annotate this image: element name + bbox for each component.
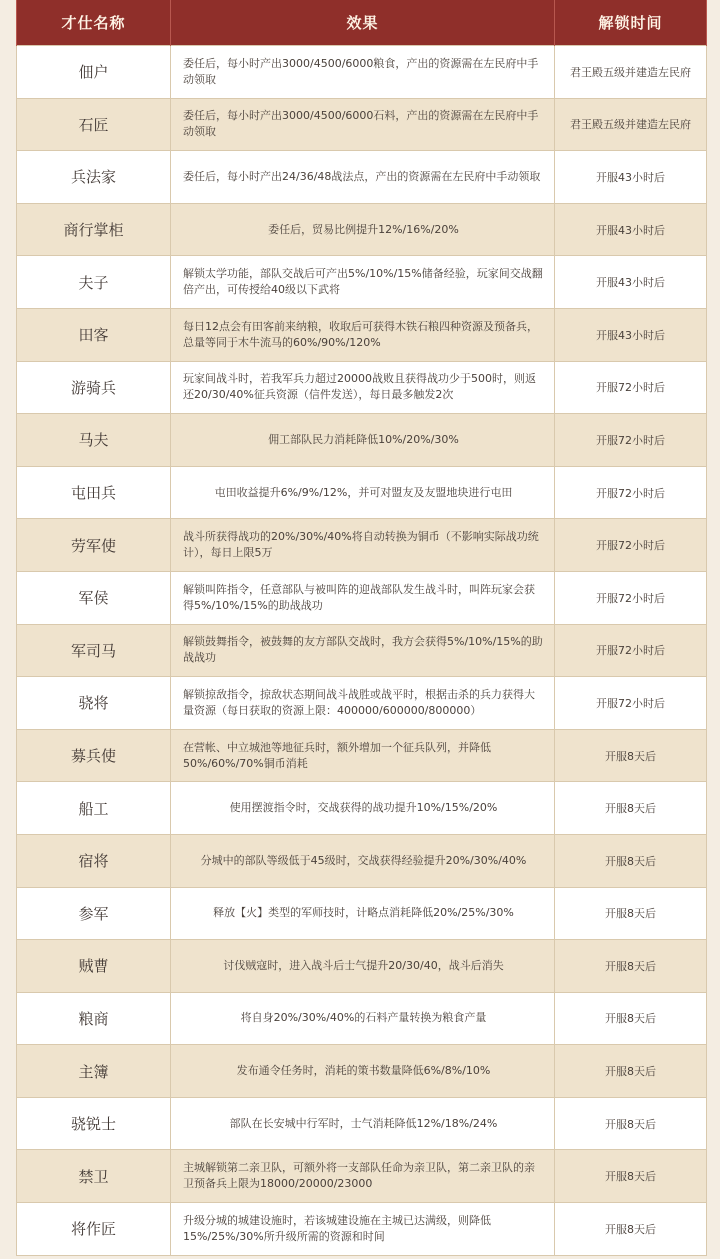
table-row (17, 782, 707, 835)
unlock-time-cell: 君王殿五级并建造左民府 (555, 98, 707, 151)
talent-name-cell: 宿将 (17, 834, 171, 887)
talent-name-cell: 贼曹 (17, 940, 171, 993)
talent-name-cell: 商行掌柜 (17, 203, 171, 256)
unlock-time-cell: 开服8天后 (555, 782, 707, 835)
table-row (17, 624, 707, 677)
unlock-time-cell: 开服72小时后 (555, 677, 707, 730)
unlock-time-cell: 开服72小时后 (555, 361, 707, 414)
effect-cell: 解锁太学功能，部队交战后可产出5%/10%/15%储备经验，玩家间交战翻倍产出，可传授给40级以下武将 (171, 256, 555, 309)
table-row (17, 571, 707, 624)
effect-cell: 释放【火】类型的军师技时，计略点消耗降低20%/25%/30% (171, 887, 555, 940)
table-row (17, 46, 707, 99)
effect-cell: 屯田收益提升6%/9%/12%，并可对盟友及友盟地块进行屯田 (171, 466, 555, 519)
talent-name-cell: 田客 (17, 308, 171, 361)
talent-name-cell: 劳军使 (17, 519, 171, 572)
table-row (17, 308, 707, 361)
table-row (17, 519, 707, 572)
table-row (17, 887, 707, 940)
unlock-time-cell: 开服8天后 (555, 1097, 707, 1150)
table-row (17, 98, 707, 151)
talent-name-cell: 骁锐士 (17, 1097, 171, 1150)
effect-cell: 每日12点会有田客前来纳粮，收取后可获得木铁石粮四种资源及预备兵，总量等同于木牛流马的60%/90%/120% (171, 308, 555, 361)
talent-name-cell: 船工 (17, 782, 171, 835)
effect-cell: 部队在长安城中行军时，士气消耗降低12%/18%/24% (171, 1097, 555, 1150)
unlock-time-cell: 开服72小时后 (555, 624, 707, 677)
effect-cell: 在营帐、中立城池等地征兵时，额外增加一个征兵队列，并降低50%/60%/70%铜币消耗 (171, 729, 555, 782)
effect-cell: 主城解锁第二亲卫队，可额外将一支部队任命为亲卫队，第二亲卫队的亲卫预备兵上限为18000/20000/23000 (171, 1150, 555, 1203)
table-row (17, 1045, 707, 1098)
table-header (17, 0, 707, 46)
table-row (17, 256, 707, 309)
unlock-time-cell: 开服8天后 (555, 1045, 707, 1098)
table-row (17, 1097, 707, 1150)
talent-name-cell: 军司马 (17, 624, 171, 677)
table-row (17, 940, 707, 993)
talent-name-cell: 兵法家 (17, 151, 171, 204)
unlock-time-cell: 开服72小时后 (555, 571, 707, 624)
talent-name-cell: 主簿 (17, 1045, 171, 1098)
talent-name-cell: 马夫 (17, 414, 171, 467)
unlock-time-cell: 开服8天后 (555, 992, 707, 1045)
table-row (17, 834, 707, 887)
talent-name-cell: 粮商 (17, 992, 171, 1045)
header-effect: 效果 (171, 0, 555, 46)
unlock-time-cell: 开服72小时后 (555, 519, 707, 572)
table-row (17, 992, 707, 1045)
talent-name-cell: 夫子 (17, 256, 171, 309)
effect-cell: 发布通令任务时，消耗的策书数量降低6%/8%/10% (171, 1045, 555, 1098)
effect-cell: 将自身20%/30%/40%的石料产量转换为粮食产量 (171, 992, 555, 1045)
effect-cell: 委任后，贸易比例提升12%/16%/20% (171, 203, 555, 256)
unlock-time-cell: 开服43小时后 (555, 256, 707, 309)
unlock-time-cell: 开服8天后 (555, 1150, 707, 1203)
effect-cell: 解锁掠敌指令，掠敌状态期间战斗战胜或战平时，根据击杀的兵力获得大量资源（每日获取的资源上限：400000/600000/800000） (171, 677, 555, 730)
talent-name-cell: 骁将 (17, 677, 171, 730)
header-name: 才仕名称 (17, 0, 171, 46)
effect-cell: 分城中的部队等级低于45级时，交战获得经验提升20%/30%/40% (171, 834, 555, 887)
unlock-time-cell: 开服8天后 (555, 1203, 707, 1256)
talent-name-cell: 游骑兵 (17, 361, 171, 414)
effect-cell: 解锁叫阵指令，任意部队与被叫阵的迎战部队发生战斗时，叫阵玩家会获得5%/10%/15%的助战战功 (171, 571, 555, 624)
talent-name-cell: 屯田兵 (17, 466, 171, 519)
talent-name-cell: 募兵使 (17, 729, 171, 782)
talent-name-cell: 禁卫 (17, 1150, 171, 1203)
table-row (17, 203, 707, 256)
table-row (17, 414, 707, 467)
effect-cell: 升级分城的城建设施时，若该城建设施在主城已达满级，则降低15%/25%/30%所升级所需的资源和时间 (171, 1203, 555, 1256)
unlock-time-cell: 开服43小时后 (555, 151, 707, 204)
unlock-time-cell: 开服72小时后 (555, 414, 707, 467)
table-row (17, 466, 707, 519)
talent-table (16, 0, 707, 1256)
unlock-time-cell: 开服8天后 (555, 729, 707, 782)
effect-cell: 使用摆渡指令时，交战获得的战功提升10%/15%/20% (171, 782, 555, 835)
table-row (17, 1203, 707, 1256)
talent-name-cell: 石匠 (17, 98, 171, 151)
unlock-time-cell: 君王殿五级并建造左民府 (555, 46, 707, 99)
talent-name-cell: 佃户 (17, 46, 171, 99)
header-unlock: 解锁时间 (555, 0, 707, 46)
talent-name-cell: 参军 (17, 887, 171, 940)
talent-name-cell: 将作匠 (17, 1203, 171, 1256)
effect-cell: 委任后，每小时产出24/36/48战法点，产出的资源需在左民府中手动领取 (171, 151, 555, 204)
table-row (17, 677, 707, 730)
effect-cell: 战斗所获得战功的20%/30%/40%将自动转换为铜币（不影响实际战功统计），每日上限5万 (171, 519, 555, 572)
effect-cell: 委任后，每小时产出3000/4500/6000石料，产出的资源需在左民府中手动领取 (171, 98, 555, 151)
unlock-time-cell: 开服72小时后 (555, 466, 707, 519)
table-row (17, 729, 707, 782)
table-row (17, 1150, 707, 1203)
unlock-time-cell: 开服8天后 (555, 887, 707, 940)
effect-cell: 佣工部队民力消耗降低10%/20%/30% (171, 414, 555, 467)
unlock-time-cell: 开服43小时后 (555, 203, 707, 256)
table-row (17, 361, 707, 414)
effect-cell: 委任后，每小时产出3000/4500/6000粮食，产出的资源需在左民府中手动领取 (171, 46, 555, 99)
effect-cell: 解锁鼓舞指令，被鼓舞的友方部队交战时，我方会获得5%/10%/15%的助战战功 (171, 624, 555, 677)
unlock-time-cell: 开服8天后 (555, 834, 707, 887)
table-row (17, 151, 707, 204)
effect-cell: 玩家间战斗时，若我军兵力超过20000战败且获得战功少于500时，则返还20/30/40%征兵资源（信件发送），每日最多触发2次 (171, 361, 555, 414)
talent-name-cell: 军侯 (17, 571, 171, 624)
effect-cell: 讨伐贼寇时，进入战斗后士气提升20/30/40，战斗后消失 (171, 940, 555, 993)
unlock-time-cell: 开服43小时后 (555, 308, 707, 361)
unlock-time-cell: 开服8天后 (555, 940, 707, 993)
